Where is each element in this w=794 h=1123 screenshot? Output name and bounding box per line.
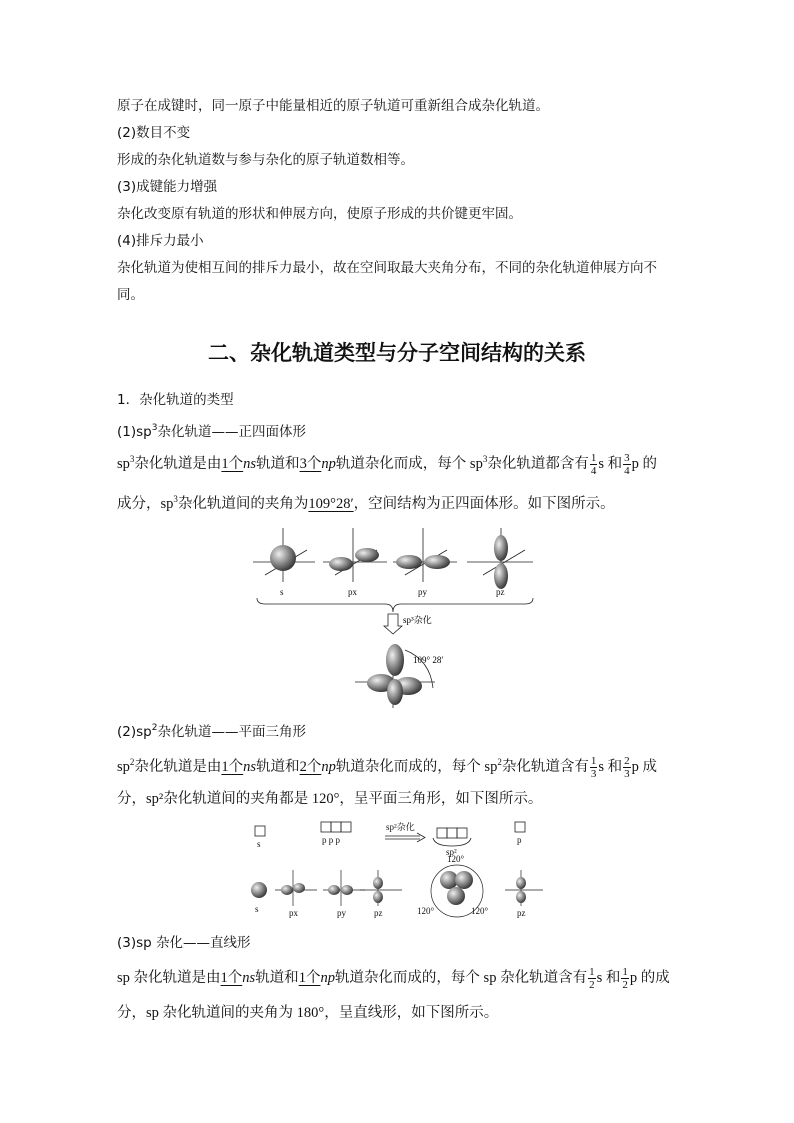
- svg-text:px: px: [289, 908, 298, 918]
- sp2-orbital-figure: [245, 818, 555, 926]
- sp2-line-1: $sp^2$杂化轨道是由1个ns轨道和2个np轨道杂化而成的，每个 $sp^2$杂化轨道含有 $\frac{1}{3}$ s 和 $\frac{2}{3}$ p 成: [117, 755, 657, 781]
- fig1-arrow-label: sp³杂化: [403, 615, 432, 625]
- svg-text:sp²杂化: sp²杂化: [386, 822, 415, 832]
- svg-text:120°: 120°: [447, 854, 465, 864]
- fig1-label-pz: pz: [496, 587, 505, 597]
- fig1-label-s: s: [280, 587, 284, 597]
- sp-heading: (3)sp 杂化——直线形: [117, 935, 251, 951]
- heading-bonding: (3)成键能力增强: [117, 179, 218, 195]
- svg-text:120°: 120°: [471, 906, 489, 916]
- paragraph-repulsion-2: 同。: [117, 287, 144, 303]
- fig1-brace: [257, 598, 533, 612]
- intro-paragraph: 原子在成键时，同一原子中能量相近的原子轨道可重新组合成杂化轨道。: [117, 98, 549, 114]
- svg-text:pz: pz: [517, 908, 526, 918]
- svg-text:p p p: p p p: [322, 835, 340, 845]
- fig1-angle-label: 109° 28′: [413, 655, 444, 665]
- paragraph-bonding: 杂化改变原有轨道的形状和伸展方向，使原子形成的共价键更牢固。: [117, 206, 522, 222]
- sp3-orbital-figure: [245, 520, 545, 710]
- sp2-line-2: 分，sp²杂化轨道间的夹角都是 120°，呈平面三角形，如下图所示。: [117, 791, 543, 807]
- svg-text:sp²: sp²: [446, 847, 457, 857]
- svg-text:s: s: [255, 904, 259, 914]
- item-heading: 1．杂化轨道的类型: [117, 392, 234, 408]
- sp3-line-2: 成分，$sp^3$杂化轨道间的夹角为109°28′，空间结构为正四面体形。如下图所示。: [117, 494, 615, 512]
- paragraph-count: 形成的杂化轨道数与参与杂化的原子轨道数相等。: [117, 152, 414, 168]
- sp2-heading: $(2)sp^2$杂化轨道——平面三角形: [117, 723, 306, 740]
- svg-text:pz: pz: [374, 908, 383, 918]
- fig1-label-py: py: [418, 587, 427, 597]
- sp-line-2: 分，sp 杂化轨道间的夹角为 180°，呈直线形，如下图所示。: [117, 1005, 499, 1021]
- down-arrow-icon: [384, 614, 402, 634]
- sp3-heading: $(1)sp^3$杂化轨道——正四面体形: [117, 423, 306, 440]
- heading-count: (2)数目不变: [117, 125, 191, 141]
- fig1-label-px: px: [348, 587, 357, 597]
- heading-repulsion: (4)排斥力最小: [117, 233, 204, 249]
- paragraph-repulsion-1: 杂化轨道为使相互间的排斥力最小，故在空间取最大夹角分布，不同的杂化轨道伸展方向不: [117, 260, 657, 276]
- svg-text:p: p: [517, 835, 522, 845]
- sp3-line-1: $sp^3$杂化轨道是由1个ns轨道和3个np轨道杂化而成，每个 $sp^3$杂化轨道都含有 $\frac{1}{4}$ s 和 $\frac{3}{4}$ p 的: [117, 452, 657, 478]
- svg-text:120°: 120°: [417, 906, 435, 916]
- section-title: 二、杂化轨道类型与分子空间结构的关系: [208, 340, 586, 365]
- sp-line-1: sp 杂化轨道是由1个ns轨道和1个np轨道杂化而成的，每个 sp 杂化轨道含有 $\frac{1}{2}$ s 和 $\frac{1}{2}$ p 的成: [117, 966, 670, 991]
- svg-text:py: py: [337, 908, 346, 918]
- svg-text:s: s: [257, 839, 261, 849]
